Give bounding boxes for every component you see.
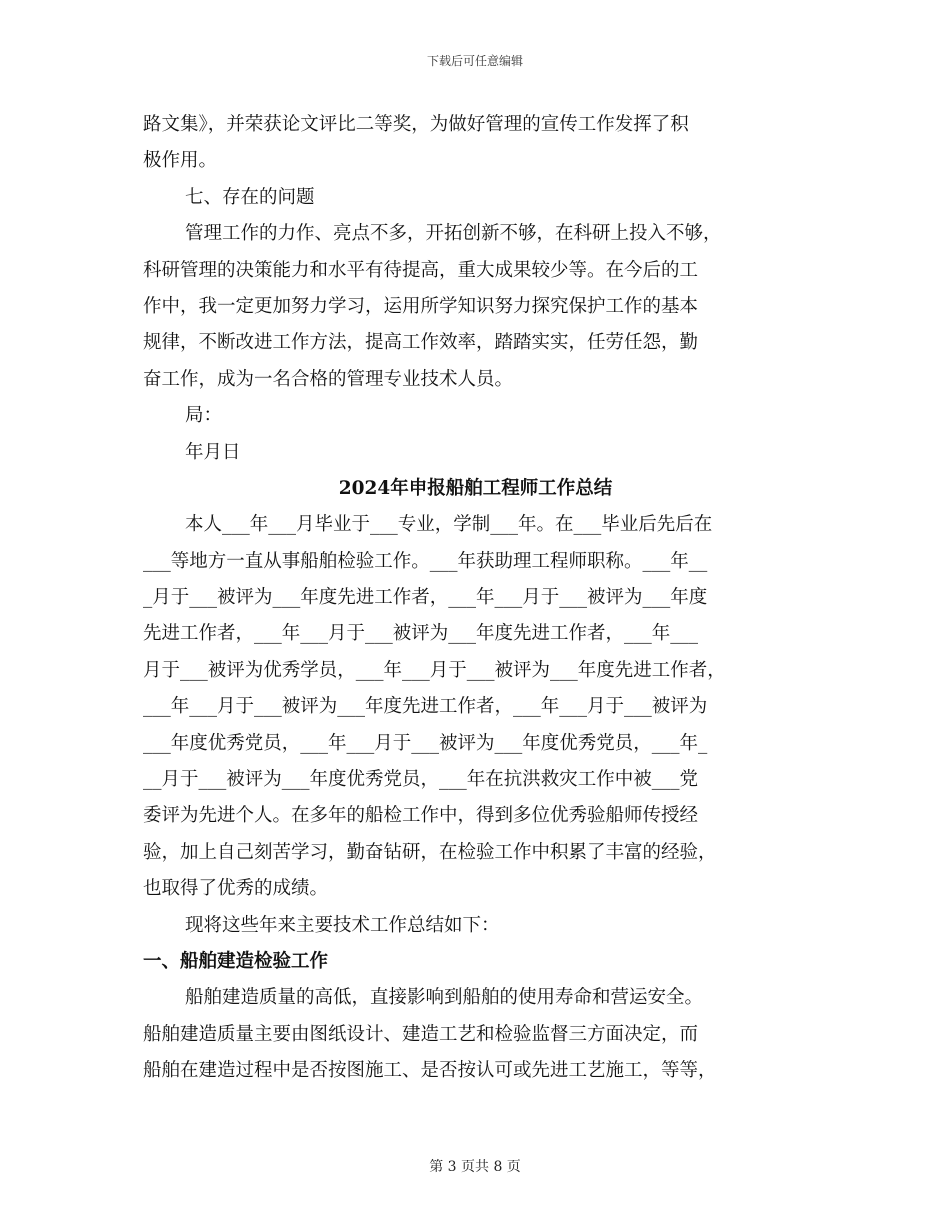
text-line: 船舶建造质量主要由图纸设计、建造工艺和检验监督三方面决定，而 bbox=[143, 1023, 699, 1045]
text-line: 极作用。 bbox=[143, 150, 218, 172]
text-line: 管理工作的力作、亮点不多，开拓创新不够，在科研上投入不够， bbox=[185, 223, 722, 245]
text-line: ___等地方一直从事船舶检验工作。___年获助理工程师职称。___年__ bbox=[143, 550, 708, 572]
document-title: 2024年申报船舶工程师工作总结 bbox=[338, 477, 613, 499]
text-line: 先进工作者，___年___月于___被评为___年度先进工作者，___年___ bbox=[143, 623, 699, 645]
signature-bureau: 局： bbox=[185, 405, 223, 427]
text-line: 船舶建造质量的高低，直接影响到船舶的使用寿命和营运安全。 bbox=[185, 987, 704, 1009]
text-line: 本人___年___月毕业于___专业，学制___年。在___毕业后先后在 bbox=[185, 514, 713, 536]
text-line: ___年度优秀党员，___年___月于___被评为___年度优秀党员，___年_ bbox=[143, 732, 708, 754]
text-line: 作中，我一定更加努力学习，运用所学知识努力探究保护工作的基本 bbox=[143, 295, 699, 317]
text-line: _月于___被评为___年度先进工作者，___年___月于___被评为___年度 bbox=[143, 587, 708, 609]
text-line: 也取得了优秀的成绩。 bbox=[143, 878, 329, 900]
text-line: 规律，不断改进工作方法，提高工作效率，踏踏实实，任劳任怨，勤 bbox=[143, 332, 699, 354]
page-header: 下载后可任意编辑 bbox=[426, 54, 523, 68]
text-line: 月于___被评为优秀学员，___年___月于___被评为___年度先进工作者， bbox=[143, 659, 726, 681]
text-line: ___年___月于___被评为___年度先进工作者，___年___月于___被评为 bbox=[143, 696, 708, 718]
text-line: 委评为先进个人。在多年的船检工作中，得到多位优秀验船师传授经 bbox=[143, 805, 699, 827]
text-line: 现将这些年来主要技术工作总结如下： bbox=[185, 914, 500, 936]
text-line: 验，加上自己刻苦学习，勤奋钻研，在检验工作中积累了丰富的经验， bbox=[143, 841, 717, 863]
text-line: __月于___被评为___年度优秀党员，___年在抗洪救灾工作中被___党 bbox=[143, 769, 699, 791]
text-line: 奋工作，成为一名合格的管理专业技术人员。 bbox=[143, 368, 514, 390]
text-line: 船舶在建造过程中是否按图施工、是否按认可或先进工艺施工，等等， bbox=[143, 1060, 717, 1082]
page-footer: 第 3 页共 8 页 bbox=[429, 1159, 521, 1175]
signature-date: 年月日 bbox=[185, 441, 241, 463]
section-heading: 七、存在的问题 bbox=[185, 186, 315, 208]
document-body bbox=[143, 107, 808, 1090]
text-line: 科研管理的决策能力和水平有待提高，重大成果较少等。在今后的工 bbox=[143, 259, 699, 281]
section-heading: 一、船舶建造检验工作 bbox=[143, 950, 329, 972]
text-line: 路文集》，并荣获论文评比二等奖，为做好管理的宣传工作发挥了积 bbox=[143, 114, 689, 135]
